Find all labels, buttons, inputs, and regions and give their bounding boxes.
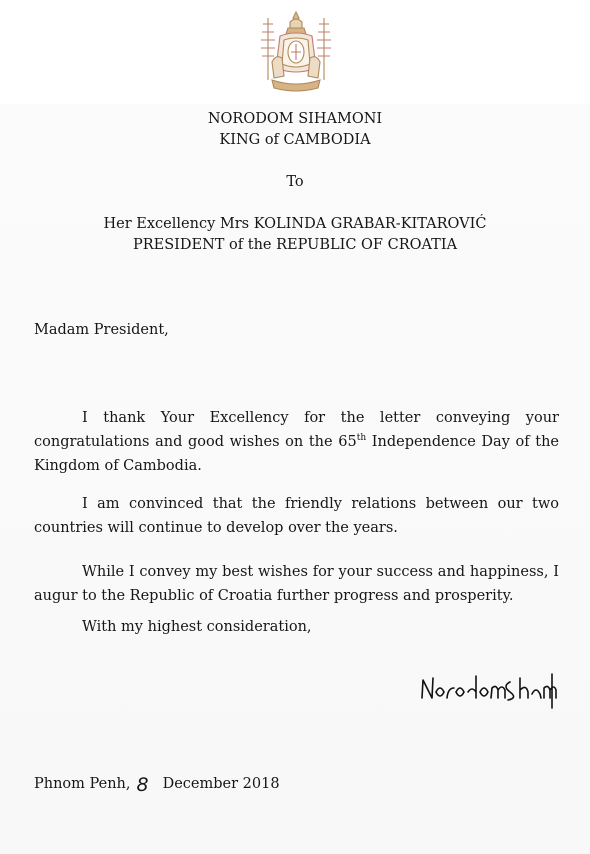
- ordinal-suffix: th: [356, 433, 367, 444]
- sender-block: [0, 109, 590, 151]
- handwritten-day: 8: [136, 774, 149, 796]
- paragraph-wishes: [34, 560, 559, 608]
- paragraph-thanks-start: I thank Your Excellency for the letter conveying your congratulations and good wishes on the 65: [34, 410, 559, 450]
- sender-title: KING of CAMBODIA: [219, 132, 371, 148]
- handwritten-signature: [418, 668, 563, 712]
- month-year: December 2018: [162, 776, 280, 792]
- to-label: To: [286, 174, 304, 190]
- place: Phnom Penh,: [34, 776, 131, 792]
- paragraph-thanks: [34, 406, 559, 478]
- closing-line: With my highest consideration,: [82, 619, 312, 635]
- salutation: Madam President,: [34, 322, 169, 338]
- place-and-date: [34, 774, 280, 796]
- recipient-title: PRESIDENT of the REPUBLIC OF CROATIA: [132, 237, 458, 253]
- recipient-name: Her Excellency Mrs KOLINDA GRABAR-KITAROVIĆ: [103, 216, 487, 232]
- recipient-block: [0, 214, 590, 256]
- paragraph-thanks-text: [34, 406, 559, 478]
- paragraph-wishes-text: While I convey my best wishes for your success and happiness, I augur to the Republic of Croatia further progress and prosperity.: [34, 564, 559, 604]
- paragraph-thanks-end: Independence Day of the Kingdom of Cambodia.: [34, 434, 560, 474]
- paragraph-relations-text: I am convinced that the friendly relations between our two countries will continue to develop over the years.: [34, 496, 559, 536]
- royal-coat-of-arms-icon: [258, 10, 334, 94]
- paragraph-relations: [34, 492, 559, 540]
- sender-name: NORODOM SIHAMONI: [207, 111, 383, 127]
